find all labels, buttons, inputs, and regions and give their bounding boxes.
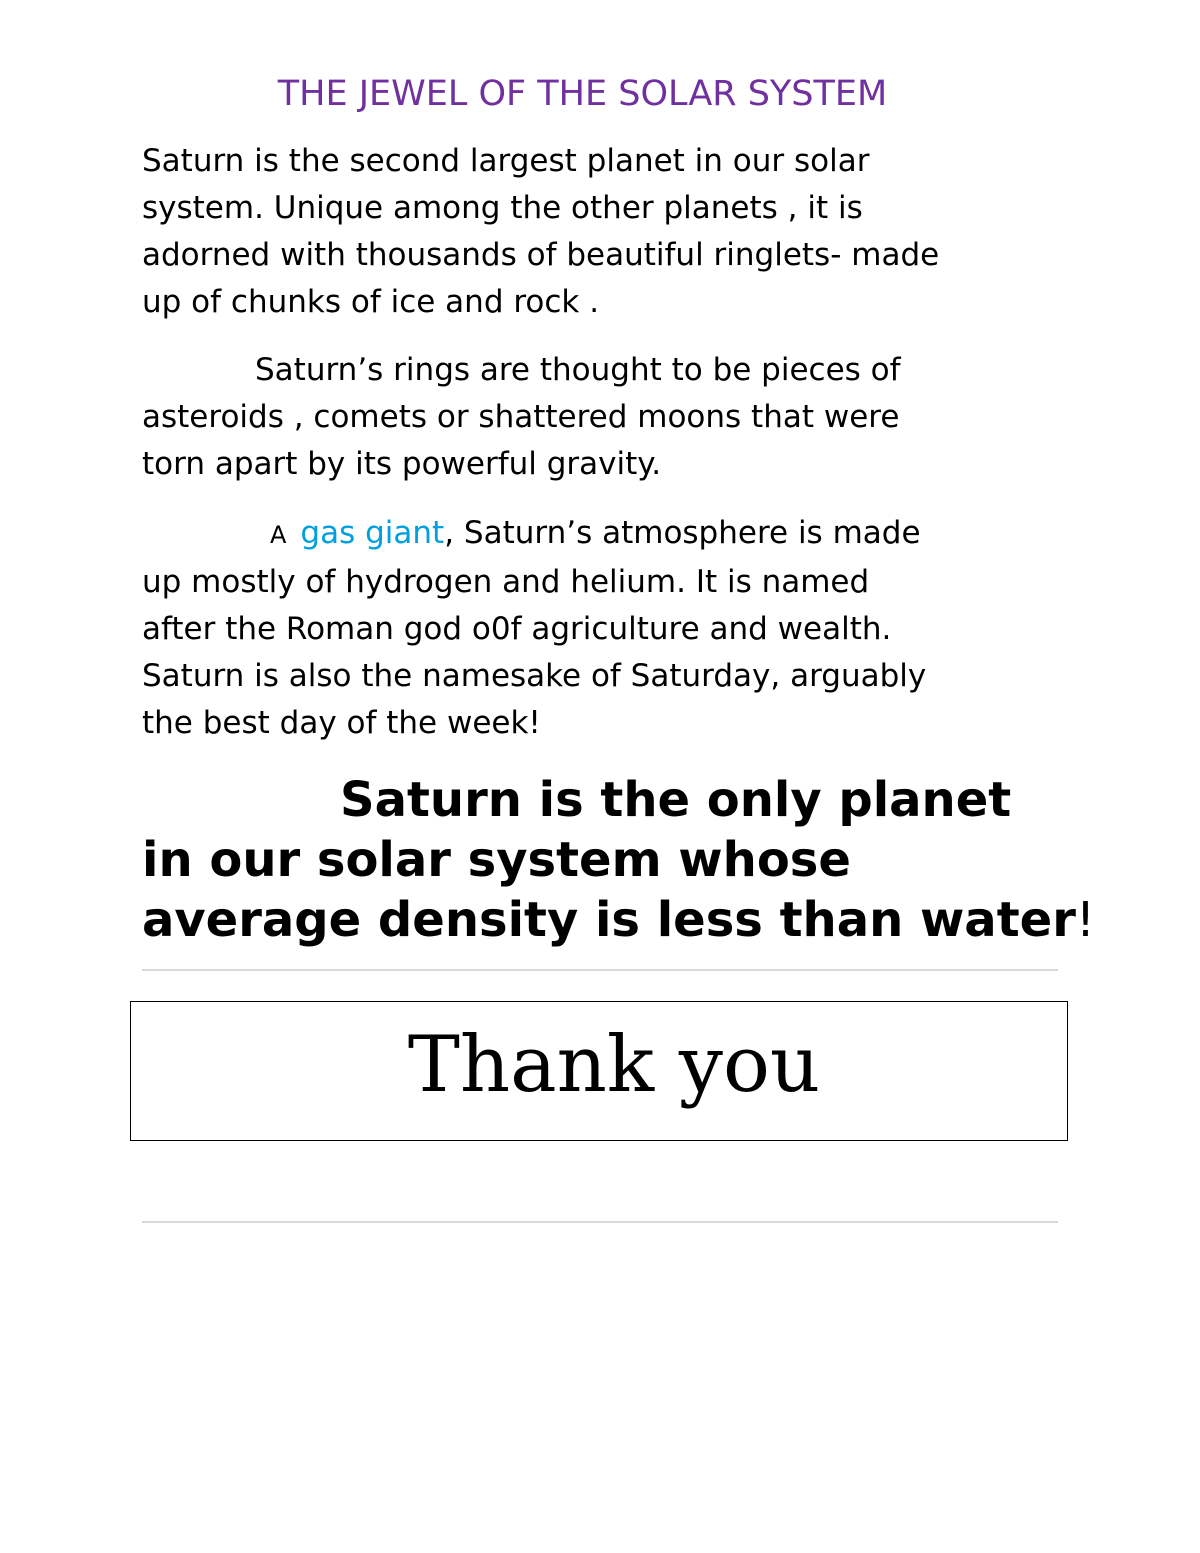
document-title: THE JEWEL OF THE SOLAR SYSTEM [277, 74, 888, 114]
paragraph-intro [142, 138, 1082, 326]
text-segment: , Saturn’s atmosphere is made [444, 515, 921, 551]
text-line: up of chunks of ice and rock . [142, 284, 600, 320]
gas-giant-link[interactable]: gas giant [300, 515, 445, 551]
text-line: system. Unique among the other planets , it is [142, 190, 863, 226]
exclamation-mark: ! [1075, 892, 1096, 948]
fact-line [142, 890, 1096, 950]
horizontal-divider [142, 1221, 1058, 1223]
text-line: Saturn’s rings are thought to be pieces of [255, 352, 901, 388]
text-line: after the Roman god o0f agriculture and wealth. [142, 611, 892, 647]
text-line: Saturn is the second largest planet in our solar [142, 143, 870, 179]
paragraph-rings [142, 347, 1082, 488]
fact-line: in our solar system whose [142, 832, 851, 888]
horizontal-divider [142, 969, 1058, 971]
text-line: adorned with thousands of beautiful ringlets- made [142, 237, 940, 273]
text-line: the best day of the week! [142, 705, 541, 741]
text-line: torn apart by its powerful gravity. [142, 446, 662, 482]
text-line: asteroids , comets or shattered moons that were [142, 399, 900, 435]
text-line: Saturn is also the namesake of Saturday, arguably [142, 658, 927, 694]
fact-line: Saturn is the only planet [340, 772, 1012, 828]
density-fact [142, 770, 1096, 950]
lead-word: A [270, 521, 287, 549]
text-line [142, 510, 1082, 559]
thank-you-text: Thank you [407, 1020, 821, 1110]
text-line: up mostly of hydrogen and helium. It is named [142, 564, 870, 600]
fact-text: average density is less than water [142, 892, 1076, 948]
thank-you-box [130, 1001, 1068, 1141]
paragraph-atmosphere [142, 510, 1082, 747]
